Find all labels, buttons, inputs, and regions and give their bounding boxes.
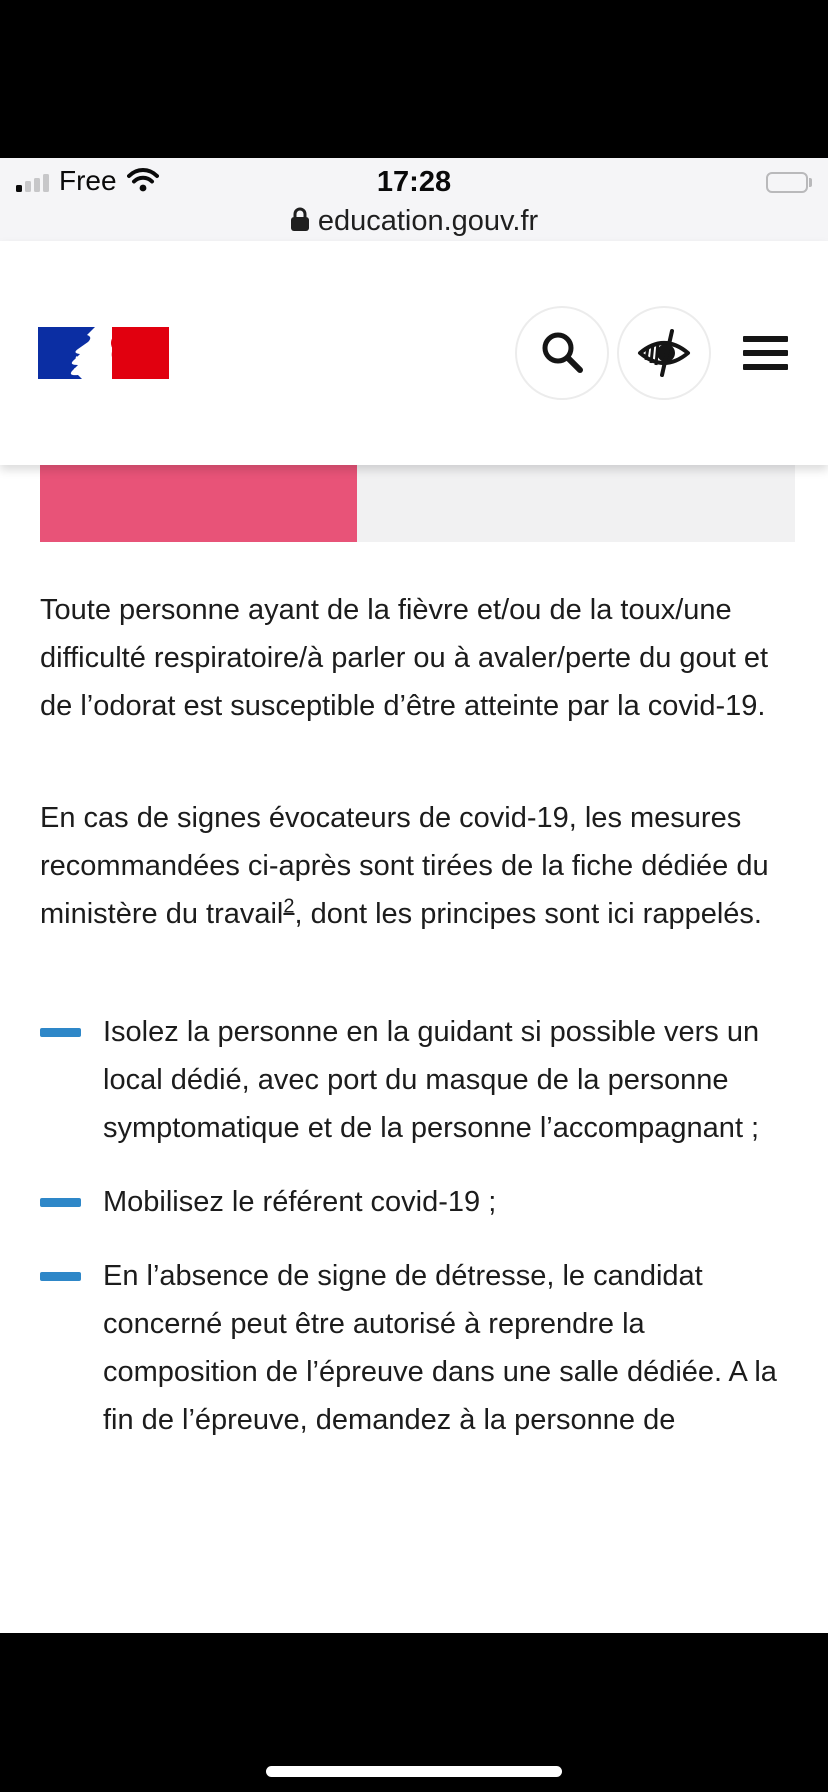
list-item [40,1252,796,1444]
site-header [0,241,828,465]
search-button[interactable] [515,306,609,400]
carrier-label: Free [59,165,117,196]
marianne-government-logo[interactable] [38,327,169,379]
accessibility-vision-button[interactable] [617,306,711,400]
bottom-home-bar-area [0,1633,828,1792]
list-item-text: En l’absence de signe de détresse, le candidat concerné peut être autorisé à reprendre la composition de l’épreuve dans une salle dédiée. A la fin de l’épreuve, demandez à la personne de [103,1260,777,1436]
header-actions [515,306,790,400]
list-item [40,1008,796,1152]
menu-button[interactable] [743,336,790,370]
home-indicator[interactable] [266,1766,562,1777]
safari-url-bar[interactable] [0,204,828,238]
padlock-icon [290,206,310,237]
paragraph-measures-text: En cas de signes évocateurs de covid-19, les mesures recommandées ci-après sont tirées de la fiche dédiée du ministère du travail [40,802,769,930]
list-item-text: Isolez la personne en la guidant si possible vers un local dédié, avec port du masque de la personne symptomatique et de la personne l’accompagnant ; [103,1016,760,1144]
list-item [40,1178,796,1226]
section-progress-fill [40,465,357,542]
crossed-eye-icon [636,327,692,379]
magnifier-icon [539,330,585,376]
blue-dash-bullet-icon [40,1028,81,1037]
blue-dash-bullet-icon [40,1272,81,1281]
paragraph-symptoms: Toute personne ayant de la fièvre et/ou de la toux/une difficulté respiratoire/à parler ou à avaler/perte du gout et de l’odorat est susceptible d’être atteinte par la covid-19. [40,594,769,722]
status-row [0,158,828,204]
article-body [40,542,796,1470]
blue-dash-bullet-icon [40,1198,81,1207]
ios-status-bar [0,158,828,243]
section-progress-track [40,465,795,542]
status-time: 17:28 [376,166,452,198]
measures-list [40,1008,796,1444]
url-text: education.gouv.fr [317,204,539,237]
list-item-text: Mobilisez le référent covid-19 ; [103,1186,497,1218]
paragraph-measures [40,794,796,938]
top-notch-area [0,0,828,158]
paragraph-measures-tail: , dont les principes sont ici rappelés. [294,898,762,930]
footnote-link[interactable]: 2 [283,895,295,918]
